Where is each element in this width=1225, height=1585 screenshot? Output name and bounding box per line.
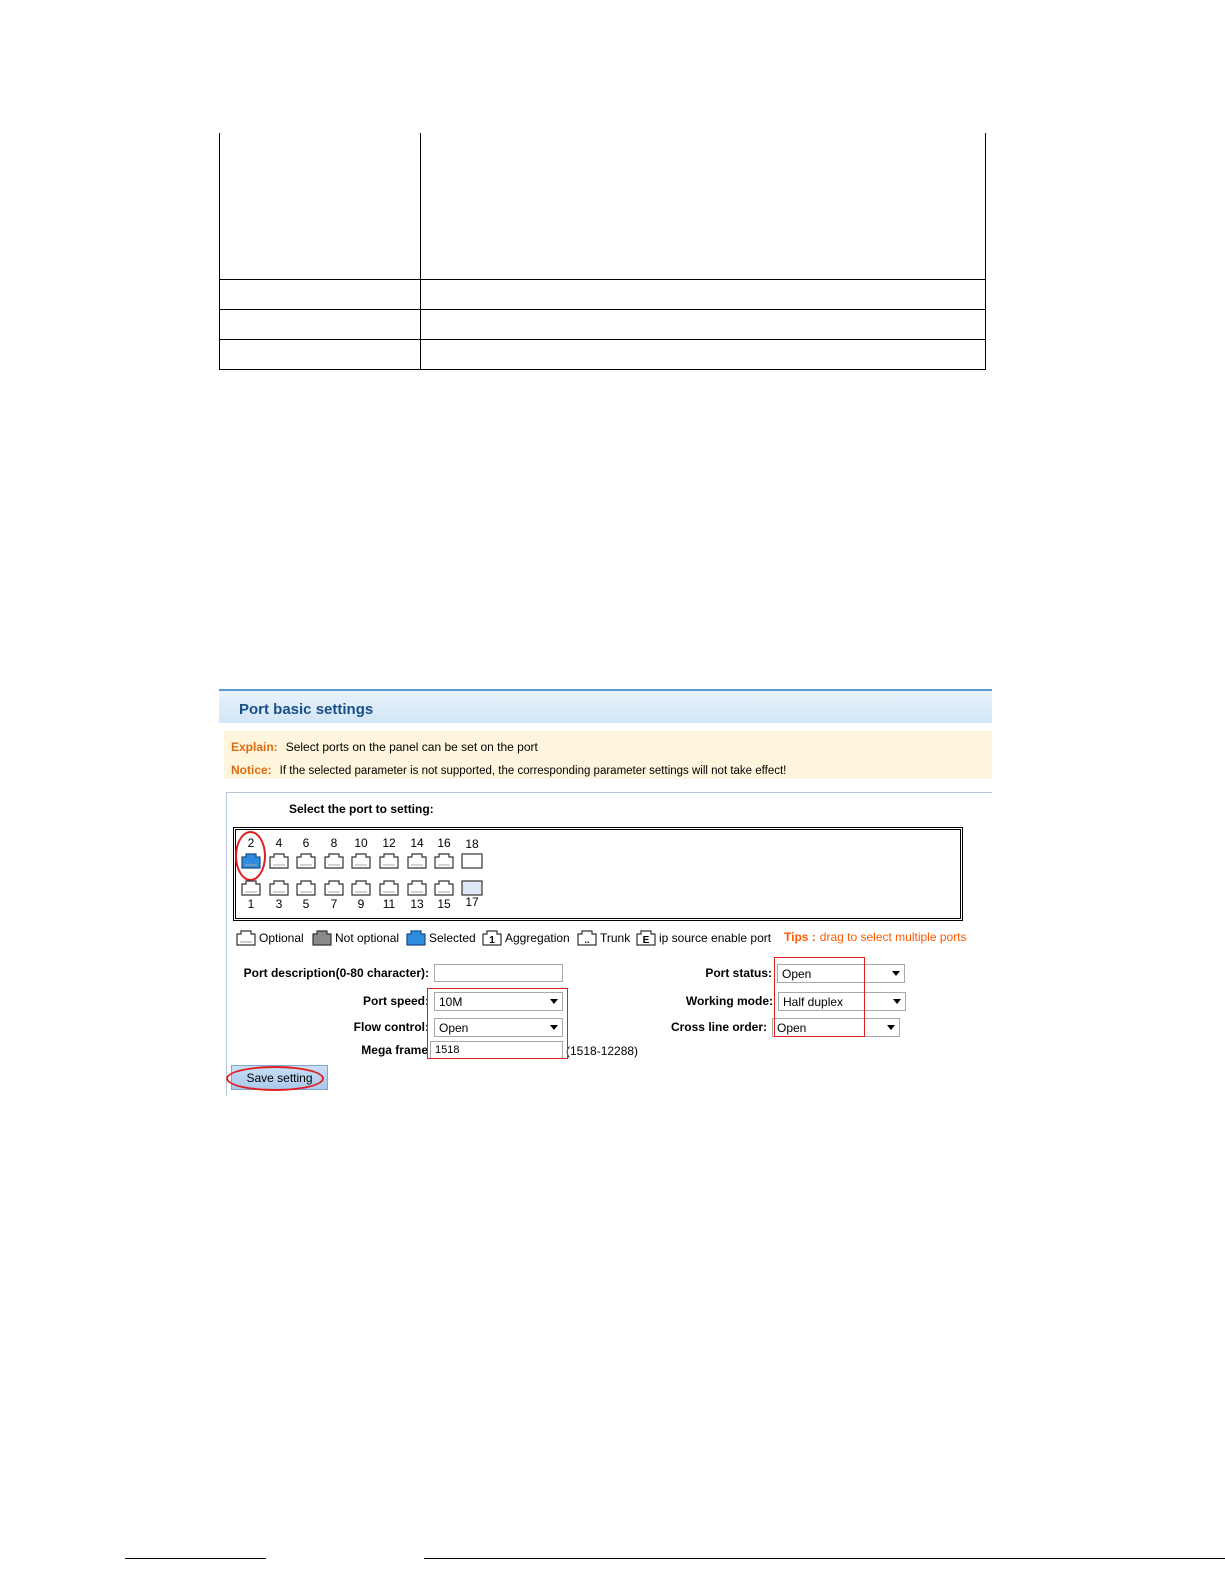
port-number-label: 2 [247, 836, 255, 850]
port-number-label: 3 [275, 897, 283, 911]
ip-source-port-icon [635, 929, 657, 950]
legend-optional-label: Optional [259, 931, 304, 945]
port-9[interactable] [350, 879, 372, 897]
port-number-label: 6 [302, 836, 310, 850]
table-row-divider [219, 279, 986, 280]
tips-label: Tips : [784, 930, 816, 944]
port-number-label: 1 [247, 897, 255, 911]
legend-ip-source-label: ip source enable port [659, 931, 772, 945]
explain-label: Explain: [231, 740, 278, 754]
legend-trunk-label: Trunk [600, 931, 631, 945]
port-3[interactable] [268, 879, 290, 897]
table-border-left [219, 133, 220, 370]
cross-line-order-label: Cross line order: [670, 1020, 767, 1034]
port-description-input[interactable] [434, 964, 563, 982]
port-speed-value: 10M [439, 995, 463, 1009]
port-speed-select[interactable] [434, 992, 563, 1011]
notice-line [231, 763, 786, 777]
port-number-label: 16 [437, 836, 451, 850]
port-number-label: 9 [357, 897, 365, 911]
panel-header [219, 689, 992, 723]
table-row-divider [219, 309, 986, 310]
cross-line-order-value: Open [777, 1021, 807, 1035]
table-column-divider [420, 133, 421, 370]
port-number-label: 12 [382, 836, 396, 850]
footer-rule [424, 1558, 1225, 1559]
port-12[interactable] [378, 852, 400, 870]
port-basic-settings-panel [219, 689, 992, 1096]
explain-text: Select ports on the panel can be set on the port [285, 740, 538, 754]
port-number-label: 8 [330, 836, 338, 850]
tips-text [784, 930, 967, 944]
port-8[interactable] [323, 852, 345, 870]
port-selected-icon [405, 929, 427, 950]
port-optional-icon [235, 929, 257, 950]
port-17[interactable] [461, 879, 483, 897]
trunk-port-icon [576, 929, 598, 950]
mega-frame-label: Mega frame [361, 1043, 428, 1057]
document-table [219, 133, 986, 370]
flow-control-value: Open [439, 1021, 469, 1035]
notice-label: Notice: [231, 763, 272, 777]
legend-selected-label: Selected [429, 931, 476, 945]
chevron-down-icon [550, 999, 558, 1004]
cross-line-order-select[interactable] [772, 1018, 900, 1037]
notice-box [224, 731, 992, 779]
port-number-label: 4 [275, 836, 283, 850]
port-6[interactable] [295, 852, 317, 870]
page-title: Port basic settings [239, 701, 374, 718]
legend-not-optional-label: Not optional [335, 931, 400, 945]
save-setting-button[interactable]: Save setting [231, 1065, 328, 1090]
port-14[interactable] [406, 852, 428, 870]
aggregation-glyph: 1 [489, 935, 495, 946]
aggregation-port-icon [481, 929, 503, 950]
tips-message: drag to select multiple ports [819, 930, 967, 944]
chevron-down-icon [892, 971, 900, 976]
port-status-select[interactable] [777, 964, 905, 983]
port-4[interactable] [268, 852, 290, 870]
flow-control-label: Flow control: [353, 1020, 429, 1034]
port-number-label: 14 [410, 836, 424, 850]
port-number-label: 10 [354, 836, 368, 850]
chevron-down-icon [550, 1025, 558, 1030]
port-status-value: Open [782, 967, 812, 981]
port-number-label: 11 [382, 897, 396, 911]
port-11[interactable] [378, 879, 400, 897]
explain-line [231, 740, 538, 754]
port-15[interactable] [433, 879, 455, 897]
mega-frame-range: (1518-12288) [566, 1044, 639, 1058]
chevron-down-icon [887, 1025, 895, 1030]
port-description-label: Port description(0-80 character): [243, 966, 429, 980]
port-2[interactable] [240, 852, 262, 870]
port-status-label: Port status: [705, 966, 772, 980]
port-speed-label: Port speed: [362, 994, 429, 1008]
port-18[interactable] [461, 852, 483, 870]
working-mode-label: Working mode: [685, 994, 773, 1008]
port-7[interactable] [323, 879, 345, 897]
table-border-right [985, 133, 986, 370]
port-1[interactable] [240, 879, 262, 897]
table-row-divider [219, 339, 986, 340]
table-border-bottom [219, 369, 986, 370]
ip-source-glyph: E [642, 935, 650, 946]
port-13[interactable] [406, 879, 428, 897]
trunk-glyph: .. [584, 935, 590, 945]
port-10[interactable] [350, 852, 372, 870]
port-number-label: 18 [465, 837, 479, 851]
port-number-label: 15 [437, 897, 451, 911]
legend-aggregation-label: Aggregation [505, 931, 570, 945]
footer-rule [125, 1558, 266, 1559]
port-16[interactable] [433, 852, 455, 870]
port-number-label: 7 [330, 897, 338, 911]
port-number-label: 17 [465, 895, 479, 909]
chevron-down-icon [893, 999, 901, 1004]
port-number-label: 5 [302, 897, 310, 911]
port-number-label: 13 [410, 897, 424, 911]
working-mode-select[interactable] [778, 992, 906, 1011]
notice-text: If the selected parameter is not supported, the corresponding parameter settings will not take effect! [279, 765, 787, 777]
select-port-title: Select the port to setting: [289, 802, 434, 816]
mega-frame-input[interactable] [430, 1041, 563, 1059]
working-mode-value: Half duplex [783, 995, 844, 1009]
port-5[interactable] [295, 879, 317, 897]
port-panel[interactable] [233, 827, 963, 921]
flow-control-select[interactable] [434, 1018, 563, 1037]
port-not-optional-icon [311, 929, 333, 950]
